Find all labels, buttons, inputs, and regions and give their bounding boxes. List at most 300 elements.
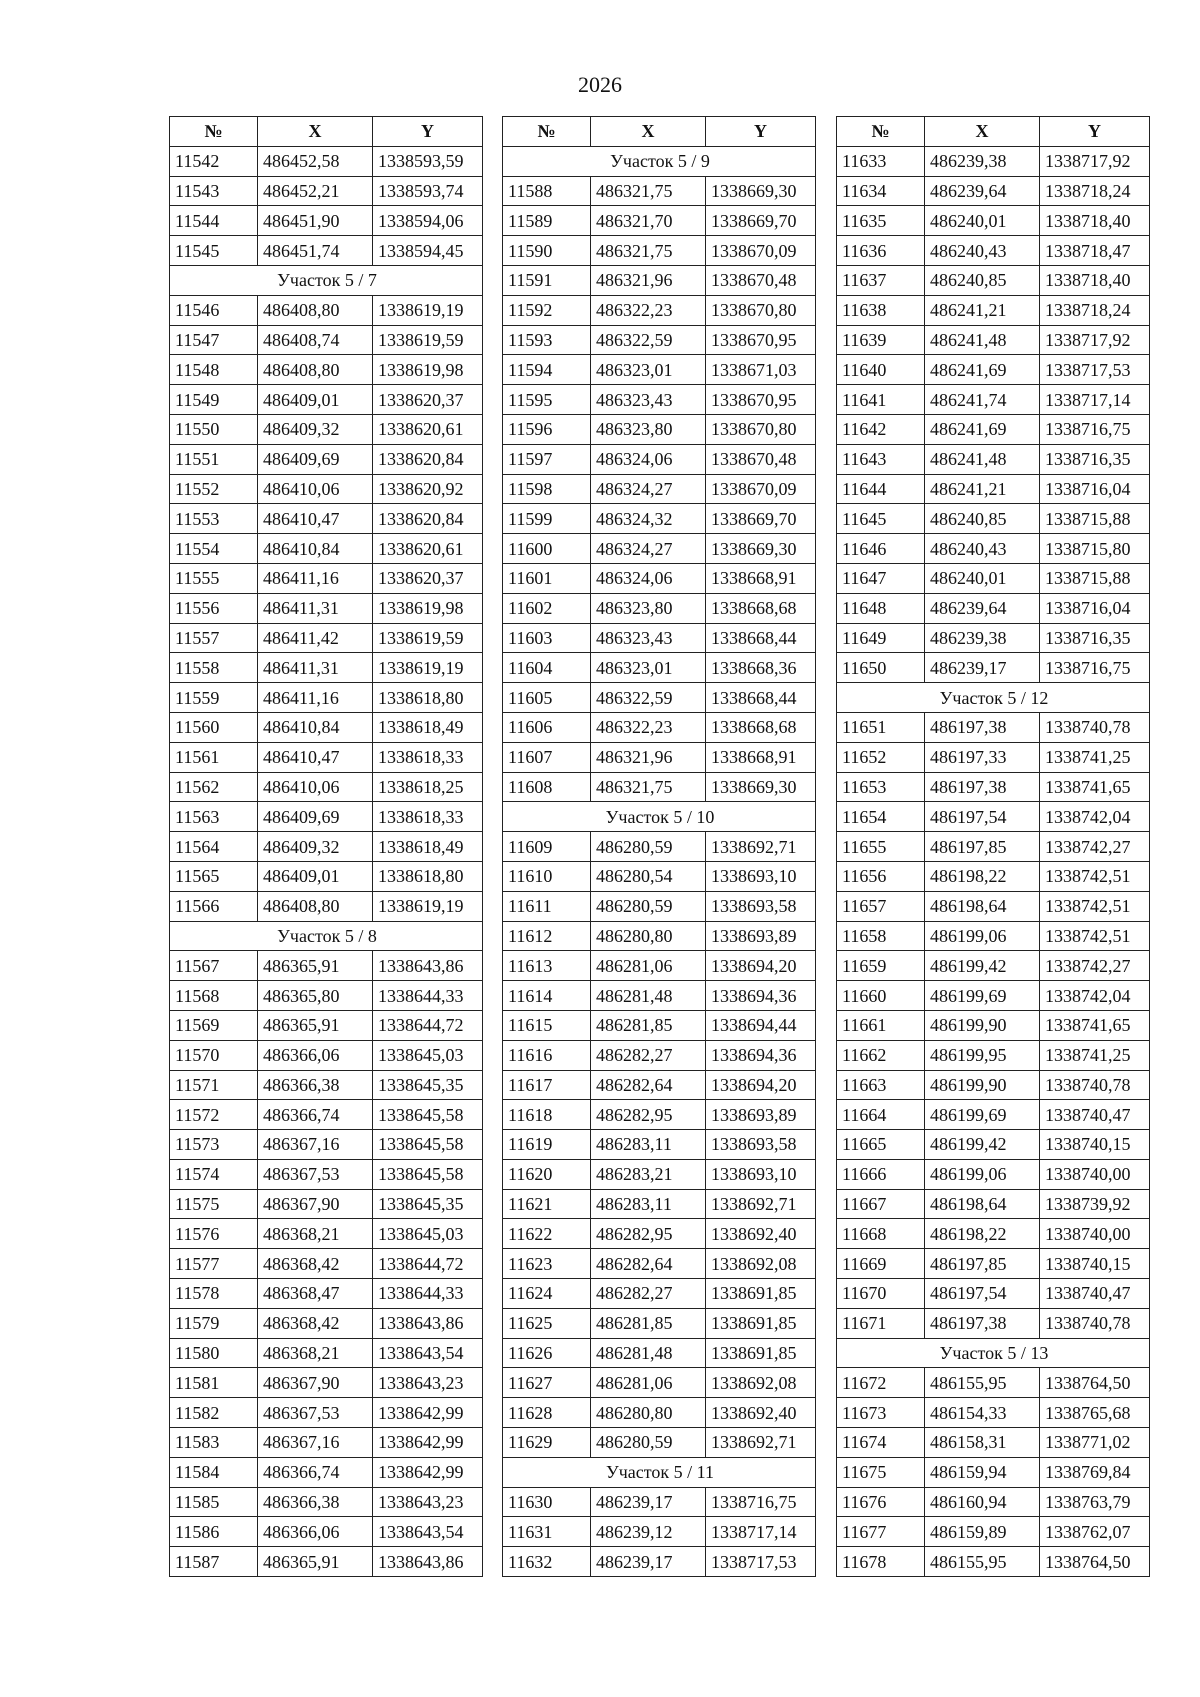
- point-number-cell: 11623: [503, 1249, 591, 1279]
- y-coordinate-cell: 1338740,00: [1040, 1219, 1150, 1249]
- y-coordinate-cell: 1338645,58: [373, 1100, 483, 1130]
- x-coordinate-cell: 486198,64: [925, 891, 1040, 921]
- y-coordinate-cell: 1338765,68: [1040, 1398, 1150, 1428]
- point-number-cell: 11659: [837, 951, 925, 981]
- x-coordinate-cell: 486366,06: [258, 1040, 373, 1070]
- table-row: [170, 623, 483, 653]
- y-coordinate-cell: 1338643,23: [373, 1368, 483, 1398]
- point-number-cell: 11568: [170, 981, 258, 1011]
- y-coordinate-cell: 1338668,36: [706, 653, 816, 683]
- point-number-cell: 11622: [503, 1219, 591, 1249]
- point-number-cell: 11655: [837, 832, 925, 862]
- point-number-cell: 11591: [503, 265, 591, 295]
- y-coordinate-cell: 1338740,78: [1040, 712, 1150, 742]
- table-row: [503, 1070, 816, 1100]
- x-coordinate-cell: 486159,89: [925, 1517, 1040, 1547]
- point-number-cell: 11562: [170, 772, 258, 802]
- y-coordinate-cell: 1338692,71: [706, 1189, 816, 1219]
- section-header-row: [503, 802, 816, 832]
- x-coordinate-cell: 486241,69: [925, 355, 1040, 385]
- x-coordinate-cell: 486367,53: [258, 1159, 373, 1189]
- point-number-cell: 11552: [170, 474, 258, 504]
- table-row: [503, 265, 816, 295]
- x-coordinate-cell: 486198,22: [925, 1219, 1040, 1249]
- table-row: [503, 1189, 816, 1219]
- y-coordinate-cell: 1338739,92: [1040, 1189, 1150, 1219]
- x-coordinate-cell: 486366,74: [258, 1100, 373, 1130]
- table-row: [170, 385, 483, 415]
- y-coordinate-cell: 1338716,75: [1040, 653, 1150, 683]
- y-coordinate-cell: 1338618,49: [373, 712, 483, 742]
- table-row: [503, 474, 816, 504]
- point-number-cell: 11671: [837, 1308, 925, 1338]
- y-coordinate-cell: 1338643,54: [373, 1338, 483, 1368]
- y-coordinate-cell: 1338670,95: [706, 385, 816, 415]
- table-row: [170, 504, 483, 534]
- y-coordinate-cell: 1338669,70: [706, 504, 816, 534]
- point-number-cell: 11608: [503, 772, 591, 802]
- x-coordinate-cell: 486321,96: [591, 742, 706, 772]
- point-number-cell: 11545: [170, 236, 258, 266]
- table-row: [170, 414, 483, 444]
- y-coordinate-cell: 1338741,65: [1040, 1010, 1150, 1040]
- point-number-cell: 11652: [837, 742, 925, 772]
- y-coordinate-cell: 1338644,33: [373, 1279, 483, 1309]
- table-row: [503, 414, 816, 444]
- y-coordinate-cell: 1338716,04: [1040, 593, 1150, 623]
- x-coordinate-cell: 486240,85: [925, 504, 1040, 534]
- x-coordinate-cell: 486323,80: [591, 414, 706, 444]
- point-number-cell: 11594: [503, 355, 591, 385]
- point-number-cell: 11626: [503, 1338, 591, 1368]
- y-coordinate-cell: 1338742,51: [1040, 861, 1150, 891]
- section-title: Участок 5 / 8: [170, 921, 483, 951]
- y-coordinate-cell: 1338693,58: [706, 891, 816, 921]
- table-row: [170, 951, 483, 981]
- table-row: [170, 1517, 483, 1547]
- point-number-cell: 11617: [503, 1070, 591, 1100]
- x-coordinate-cell: 486199,95: [925, 1040, 1040, 1070]
- x-coordinate-cell: 486198,22: [925, 861, 1040, 891]
- point-number-cell: 11574: [170, 1159, 258, 1189]
- x-coordinate-cell: 486408,80: [258, 355, 373, 385]
- y-coordinate-cell: 1338618,33: [373, 802, 483, 832]
- y-coordinate-cell: 1338740,47: [1040, 1279, 1150, 1309]
- table-row: [170, 891, 483, 921]
- table-row: [170, 832, 483, 862]
- point-number-cell: 11621: [503, 1189, 591, 1219]
- y-coordinate-cell: 1338620,84: [373, 444, 483, 474]
- x-coordinate-cell: 486322,59: [591, 683, 706, 713]
- y-coordinate-cell: 1338715,88: [1040, 504, 1150, 534]
- point-number-cell: 11650: [837, 653, 925, 683]
- x-coordinate-cell: 486280,80: [591, 921, 706, 951]
- x-coordinate-cell: 486199,06: [925, 1159, 1040, 1189]
- y-coordinate-cell: 1338645,35: [373, 1070, 483, 1100]
- table-row: [837, 504, 1150, 534]
- table-row: [170, 295, 483, 325]
- y-coordinate-cell: 1338742,04: [1040, 802, 1150, 832]
- point-number-cell: 11605: [503, 683, 591, 713]
- y-coordinate-cell: 1338741,25: [1040, 1040, 1150, 1070]
- table-row: [503, 1517, 816, 1547]
- y-coordinate-cell: 1338618,80: [373, 861, 483, 891]
- x-coordinate-cell: 486321,96: [591, 265, 706, 295]
- point-number-cell: 11658: [837, 921, 925, 951]
- point-number-cell: 11564: [170, 832, 258, 862]
- y-coordinate-cell: 1338670,09: [706, 474, 816, 504]
- point-number-cell: 11631: [503, 1517, 591, 1547]
- y-coordinate-cell: 1338717,92: [1040, 146, 1150, 176]
- x-coordinate-cell: 486368,42: [258, 1249, 373, 1279]
- point-number-cell: 11592: [503, 295, 591, 325]
- table-row: [503, 1338, 816, 1368]
- table-row: [503, 1100, 816, 1130]
- table-row: [837, 295, 1150, 325]
- point-number-cell: 11550: [170, 414, 258, 444]
- table-row: [503, 1368, 816, 1398]
- y-coordinate-cell: 1338740,78: [1040, 1308, 1150, 1338]
- y-coordinate-cell: 1338618,49: [373, 832, 483, 862]
- table-row: [503, 861, 816, 891]
- table-row: [837, 236, 1150, 266]
- x-coordinate-cell: 486240,43: [925, 236, 1040, 266]
- y-coordinate-cell: 1338692,71: [706, 1428, 816, 1458]
- table-row: [837, 1428, 1150, 1458]
- x-coordinate-cell: 486366,74: [258, 1457, 373, 1487]
- section-title: Участок 5 / 11: [503, 1457, 816, 1487]
- y-coordinate-cell: 1338593,59: [373, 146, 483, 176]
- y-coordinate-cell: 1338718,47: [1040, 236, 1150, 266]
- coordinate-table-3: [836, 116, 1150, 1577]
- table-row: [837, 385, 1150, 415]
- y-coordinate-cell: 1338645,58: [373, 1159, 483, 1189]
- point-number-cell: 11593: [503, 325, 591, 355]
- point-number-cell: 11560: [170, 712, 258, 742]
- y-coordinate-cell: 1338618,80: [373, 683, 483, 713]
- x-coordinate-cell: 486199,69: [925, 1100, 1040, 1130]
- point-number-cell: 11651: [837, 712, 925, 742]
- point-number-cell: 11669: [837, 1249, 925, 1279]
- x-coordinate-cell: 486411,31: [258, 653, 373, 683]
- y-coordinate-cell: 1338643,86: [373, 1308, 483, 1338]
- table-row: [837, 176, 1150, 206]
- point-number-cell: 11672: [837, 1368, 925, 1398]
- table-row: [837, 1159, 1150, 1189]
- point-number-cell: 11638: [837, 295, 925, 325]
- x-coordinate-cell: 486199,69: [925, 981, 1040, 1011]
- y-coordinate-cell: 1338619,98: [373, 593, 483, 623]
- table-row: [170, 534, 483, 564]
- table-row: [503, 653, 816, 683]
- point-number-cell: 11583: [170, 1428, 258, 1458]
- x-coordinate-cell: 486281,48: [591, 981, 706, 1011]
- point-number-cell: 11575: [170, 1189, 258, 1219]
- y-coordinate-cell: 1338764,50: [1040, 1368, 1150, 1398]
- x-coordinate-cell: 486322,23: [591, 712, 706, 742]
- point-number-cell: 11586: [170, 1517, 258, 1547]
- x-coordinate-cell: 486368,21: [258, 1338, 373, 1368]
- x-coordinate-cell: 486197,54: [925, 802, 1040, 832]
- point-number-cell: 11563: [170, 802, 258, 832]
- x-coordinate-cell: 486199,42: [925, 951, 1040, 981]
- table-row: [837, 921, 1150, 951]
- table-row: [837, 1010, 1150, 1040]
- y-coordinate-cell: 1338717,14: [1040, 385, 1150, 415]
- point-number-cell: 11639: [837, 325, 925, 355]
- x-coordinate-cell: 486240,01: [925, 206, 1040, 236]
- x-coordinate-cell: 486198,64: [925, 1189, 1040, 1219]
- y-coordinate-cell: 1338644,72: [373, 1010, 483, 1040]
- y-coordinate-cell: 1338670,95: [706, 325, 816, 355]
- x-coordinate-cell: 486324,27: [591, 474, 706, 504]
- table-row: [837, 832, 1150, 862]
- x-coordinate-cell: 486155,95: [925, 1547, 1040, 1577]
- table-row: [170, 176, 483, 206]
- table-row: [837, 1487, 1150, 1517]
- table-row: [170, 1487, 483, 1517]
- y-coordinate-cell: 1338694,36: [706, 981, 816, 1011]
- y-coordinate-cell: 1338620,37: [373, 563, 483, 593]
- section-header-row: [837, 1338, 1150, 1368]
- y-coordinate-cell: 1338716,04: [1040, 474, 1150, 504]
- x-coordinate-cell: 486365,80: [258, 981, 373, 1011]
- y-coordinate-cell: 1338740,47: [1040, 1100, 1150, 1130]
- point-number-cell: 11548: [170, 355, 258, 385]
- point-number-cell: 11584: [170, 1457, 258, 1487]
- y-coordinate-cell: 1338742,51: [1040, 921, 1150, 951]
- table-row: [170, 1338, 483, 1368]
- point-number-cell: 11627: [503, 1368, 591, 1398]
- y-coordinate-cell: 1338594,45: [373, 236, 483, 266]
- y-coordinate-cell: 1338694,20: [706, 951, 816, 981]
- y-coordinate-cell: 1338593,74: [373, 176, 483, 206]
- y-coordinate-cell: 1338668,68: [706, 593, 816, 623]
- x-coordinate-cell: 486280,59: [591, 1428, 706, 1458]
- x-coordinate-cell: 486452,58: [258, 146, 373, 176]
- table-row: [503, 1487, 816, 1517]
- table-row: [837, 1457, 1150, 1487]
- x-coordinate-cell: 486410,06: [258, 474, 373, 504]
- y-coordinate-cell: 1338692,08: [706, 1368, 816, 1398]
- point-number-cell: 11573: [170, 1130, 258, 1160]
- x-coordinate-cell: 486283,11: [591, 1189, 706, 1219]
- point-number-cell: 11644: [837, 474, 925, 504]
- point-number-cell: 11661: [837, 1010, 925, 1040]
- table-row: [837, 563, 1150, 593]
- point-number-cell: 11637: [837, 265, 925, 295]
- point-number-cell: 11611: [503, 891, 591, 921]
- y-coordinate-cell: 1338717,14: [706, 1517, 816, 1547]
- y-coordinate-cell: 1338692,40: [706, 1219, 816, 1249]
- table-row: [170, 683, 483, 713]
- x-coordinate-cell: 486280,80: [591, 1398, 706, 1428]
- table-row: [503, 1040, 816, 1070]
- x-coordinate-cell: 486239,38: [925, 623, 1040, 653]
- point-number-cell: 11558: [170, 653, 258, 683]
- table-row: [170, 563, 483, 593]
- table-row: [170, 593, 483, 623]
- table-row: [503, 891, 816, 921]
- y-coordinate-cell: 1338668,91: [706, 563, 816, 593]
- header-y: Y: [1040, 117, 1150, 147]
- y-coordinate-cell: 1338668,44: [706, 623, 816, 653]
- point-number-cell: 11624: [503, 1279, 591, 1309]
- table-row: [837, 981, 1150, 1011]
- table-row: [503, 772, 816, 802]
- point-number-cell: 11677: [837, 1517, 925, 1547]
- table-row: [503, 176, 816, 206]
- table-row: [837, 1040, 1150, 1070]
- point-number-cell: 11565: [170, 861, 258, 891]
- point-number-cell: 11641: [837, 385, 925, 415]
- point-number-cell: 11556: [170, 593, 258, 623]
- x-coordinate-cell: 486199,90: [925, 1070, 1040, 1100]
- y-coordinate-cell: 1338740,78: [1040, 1070, 1150, 1100]
- x-coordinate-cell: 486282,64: [591, 1070, 706, 1100]
- table-row: [503, 504, 816, 534]
- x-coordinate-cell: 486158,31: [925, 1428, 1040, 1458]
- table-row: [503, 1159, 816, 1189]
- point-number-cell: 11602: [503, 593, 591, 623]
- table-row: [837, 653, 1150, 683]
- y-coordinate-cell: 1338618,25: [373, 772, 483, 802]
- point-number-cell: 11678: [837, 1547, 925, 1577]
- header-y: Y: [373, 117, 483, 147]
- table-row: [170, 236, 483, 266]
- y-coordinate-cell: 1338668,44: [706, 683, 816, 713]
- point-number-cell: 11590: [503, 236, 591, 266]
- point-number-cell: 11585: [170, 1487, 258, 1517]
- y-coordinate-cell: 1338644,33: [373, 981, 483, 1011]
- point-number-cell: 11607: [503, 742, 591, 772]
- y-coordinate-cell: 1338717,92: [1040, 325, 1150, 355]
- table-row: [170, 1368, 483, 1398]
- point-number-cell: 11634: [837, 176, 925, 206]
- y-coordinate-cell: 1338694,36: [706, 1040, 816, 1070]
- table-row: [503, 1219, 816, 1249]
- y-coordinate-cell: 1338670,80: [706, 295, 816, 325]
- point-number-cell: 11598: [503, 474, 591, 504]
- table-row: [503, 236, 816, 266]
- point-number-cell: 11625: [503, 1308, 591, 1338]
- x-coordinate-cell: 486408,80: [258, 891, 373, 921]
- y-coordinate-cell: 1338670,80: [706, 414, 816, 444]
- point-number-cell: 11582: [170, 1398, 258, 1428]
- table-row: [170, 146, 483, 176]
- point-number-cell: 11633: [837, 146, 925, 176]
- header-y: Y: [706, 117, 816, 147]
- table-row: [170, 206, 483, 236]
- table-row: [837, 206, 1150, 236]
- table-row: [503, 355, 816, 385]
- header-number: №: [503, 117, 591, 147]
- x-coordinate-cell: 486409,01: [258, 861, 373, 891]
- y-coordinate-cell: 1338716,35: [1040, 623, 1150, 653]
- point-number-cell: 11600: [503, 534, 591, 564]
- point-number-cell: 11673: [837, 1398, 925, 1428]
- section-title: Участок 5 / 9: [503, 146, 816, 176]
- table-row: [503, 593, 816, 623]
- x-coordinate-cell: 486282,95: [591, 1219, 706, 1249]
- point-number-cell: 11674: [837, 1428, 925, 1458]
- y-coordinate-cell: 1338643,54: [373, 1517, 483, 1547]
- table-row: [837, 1547, 1150, 1577]
- table-row: [503, 1279, 816, 1309]
- y-coordinate-cell: 1338742,27: [1040, 832, 1150, 862]
- x-coordinate-cell: 486239,17: [591, 1547, 706, 1577]
- x-coordinate-cell: 486368,42: [258, 1308, 373, 1338]
- x-coordinate-cell: 486280,59: [591, 891, 706, 921]
- y-coordinate-cell: 1338715,88: [1040, 563, 1150, 593]
- x-coordinate-cell: 486282,64: [591, 1249, 706, 1279]
- table-row: [837, 1189, 1150, 1219]
- table-row: [170, 474, 483, 504]
- y-coordinate-cell: 1338762,07: [1040, 1517, 1150, 1547]
- y-coordinate-cell: 1338620,37: [373, 385, 483, 415]
- x-coordinate-cell: 486282,95: [591, 1100, 706, 1130]
- x-coordinate-cell: 486367,90: [258, 1189, 373, 1219]
- y-coordinate-cell: 1338644,72: [373, 1249, 483, 1279]
- point-number-cell: 11630: [503, 1487, 591, 1517]
- table-row: [503, 921, 816, 951]
- point-number-cell: 11546: [170, 295, 258, 325]
- point-number-cell: 11675: [837, 1457, 925, 1487]
- header-number: №: [170, 117, 258, 147]
- y-coordinate-cell: 1338692,40: [706, 1398, 816, 1428]
- table-row: [837, 951, 1150, 981]
- point-number-cell: 11632: [503, 1547, 591, 1577]
- x-coordinate-cell: 486409,32: [258, 832, 373, 862]
- x-coordinate-cell: 486239,38: [925, 146, 1040, 176]
- section-title: Участок 5 / 13: [837, 1338, 1150, 1368]
- point-number-cell: 11544: [170, 206, 258, 236]
- table-row: [503, 951, 816, 981]
- x-coordinate-cell: 486154,33: [925, 1398, 1040, 1428]
- x-coordinate-cell: 486239,12: [591, 1517, 706, 1547]
- point-number-cell: 11601: [503, 563, 591, 593]
- y-coordinate-cell: 1338620,84: [373, 504, 483, 534]
- table-row: [837, 772, 1150, 802]
- table-row: [503, 1249, 816, 1279]
- x-coordinate-cell: 486451,74: [258, 236, 373, 266]
- x-coordinate-cell: 486239,17: [925, 653, 1040, 683]
- y-coordinate-cell: 1338693,89: [706, 1100, 816, 1130]
- x-coordinate-cell: 486323,80: [591, 593, 706, 623]
- table-row: [170, 1457, 483, 1487]
- table-row: [837, 1398, 1150, 1428]
- table-row: [503, 683, 816, 713]
- y-coordinate-cell: 1338620,92: [373, 474, 483, 504]
- y-coordinate-cell: 1338718,24: [1040, 295, 1150, 325]
- y-coordinate-cell: 1338668,68: [706, 712, 816, 742]
- table-row: [170, 1010, 483, 1040]
- table-row: [837, 1249, 1150, 1279]
- y-coordinate-cell: 1338643,23: [373, 1487, 483, 1517]
- x-coordinate-cell: 486321,75: [591, 236, 706, 266]
- point-number-cell: 11663: [837, 1070, 925, 1100]
- y-coordinate-cell: 1338716,35: [1040, 444, 1150, 474]
- y-coordinate-cell: 1338645,03: [373, 1219, 483, 1249]
- y-coordinate-cell: 1338671,03: [706, 355, 816, 385]
- x-coordinate-cell: 486368,47: [258, 1279, 373, 1309]
- point-number-cell: 11635: [837, 206, 925, 236]
- y-coordinate-cell: 1338716,75: [706, 1487, 816, 1517]
- x-coordinate-cell: 486197,85: [925, 1249, 1040, 1279]
- table-row: [503, 563, 816, 593]
- point-number-cell: 11645: [837, 504, 925, 534]
- section-title: Участок 5 / 10: [503, 802, 816, 832]
